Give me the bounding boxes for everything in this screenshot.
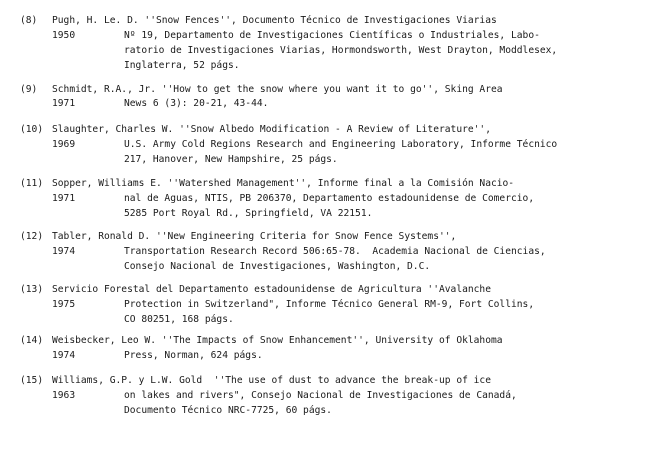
reference-number: (9) (20, 84, 38, 95)
reference-year: 1974 (52, 246, 76, 257)
reference-line: Press, Norman, 624 págs. (124, 350, 263, 361)
reference-number: (8) (20, 15, 38, 26)
reference-line: nal de Aguas, NTIS, PB 206370, Departamento estadounidense de Comercio, (124, 193, 535, 204)
reference-line: Servicio Forestal del Departamento estadounidense de Agricultura ''Avalanche (52, 284, 491, 295)
reference-line: Nº 19, Departamento de Investigaciones Científicas o Industriales, Labo- (124, 30, 540, 41)
reference-number: (14) (20, 335, 44, 346)
reference-line: Slaughter, Charles W. ''Snow Albedo Modification - A Review of Literature'', (52, 124, 491, 135)
reference-line: Protection in Switzerland", Informe Técnico General RM-9, Fort Collins, (124, 299, 535, 310)
reference-year: 1975 (52, 299, 76, 310)
reference-line: U.S. Army Cold Regions Research and Engineering Laboratory, Informe Técnico (124, 139, 558, 150)
reference-year: 1974 (52, 350, 76, 361)
reference-year: 1971 (52, 98, 76, 109)
reference-number: (11) (20, 178, 44, 189)
reference-year: 1950 (52, 30, 76, 41)
reference-line: Weisbecker, Leo W. ''The Impacts of Snow Enhancement'', University of Oklahoma (52, 335, 503, 346)
reference-line: ratorio de Investigaciones Viarias, Hormondsworth, West Drayton, Moddlesex, (124, 45, 558, 56)
reference-number: (12) (20, 231, 44, 242)
reference-year: 1963 (52, 390, 76, 401)
reference-line: Williams, G.P. y L.W. Gold ''The use of dust to advance the break-up of ice (52, 375, 491, 386)
reference-line: Pugh, H. Le. D. ''Snow Fences'', Documento Técnico de Investigaciones Viarias (52, 15, 497, 26)
reference-line: Transportation Research Record 506:65-78. Academia Nacional de Ciencias, (124, 246, 546, 257)
reference-number: (13) (20, 284, 44, 295)
reference-line: Inglaterra, 52 págs. (124, 60, 240, 71)
reference-line: 217, Hanover, New Hampshire, 25 págs. (124, 154, 338, 165)
reference-line: Consejo Nacional de Investigaciones, Washington, D.C. (124, 261, 431, 272)
reference-line: on lakes and rivers", Consejo Nacional de Investigaciones de Canadá, (124, 390, 517, 401)
reference-line: Tabler, Ronald D. ''New Engineering Criteria for Snow Fence Systems'', (52, 231, 457, 242)
reference-line: 5285 Port Royal Rd., Springfield, VA 22151. (124, 208, 373, 219)
reference-number: (10) (20, 124, 44, 135)
reference-line: Schmidt, R.A., Jr. ''How to get the snow where you want it to go'', Sking Area (52, 84, 503, 95)
reference-line: News 6 (3): 20-21, 43-44. (124, 98, 269, 109)
reference-line: Sopper, Williams E. ''Watershed Management'', Informe final a la Comisión Nacio- (52, 178, 515, 189)
reference-year: 1971 (52, 193, 76, 204)
reference-line: CO 80251, 168 págs. (124, 314, 234, 325)
reference-year: 1969 (52, 139, 76, 150)
reference-number: (15) (20, 375, 44, 386)
reference-line: Documento Técnico NRC-7725, 60 págs. (124, 405, 332, 416)
